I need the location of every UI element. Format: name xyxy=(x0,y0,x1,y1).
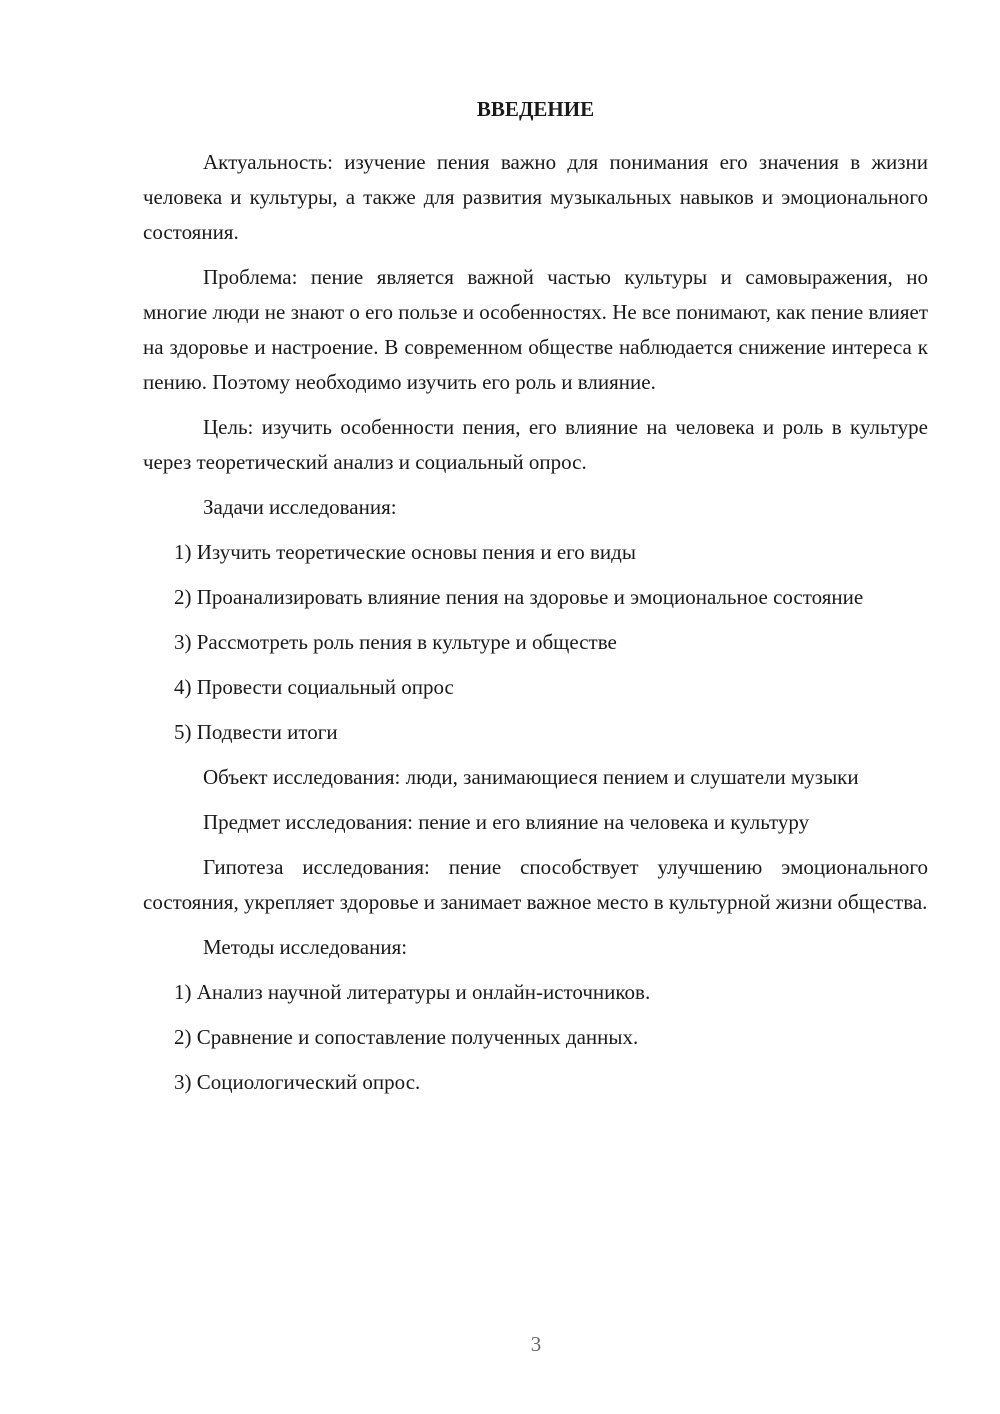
task-item: 5) Подвести итоги xyxy=(174,720,338,744)
task-item: 4) Провести социальный опрос xyxy=(174,675,454,699)
hypothesis-paragraph: Гипотеза исследования: пение способствует улучшению эмоционального состояния, укрепляет здоровье и занимает важное место в культурной жизни общества. xyxy=(143,855,928,914)
tasks-heading: Задачи исследования: xyxy=(203,495,397,519)
section-title: ВВЕДЕНИЕ xyxy=(476,97,595,121)
task-item: 2) Проанализировать влияние пения на здоровье и эмоциональное состояние xyxy=(174,585,864,609)
method-item: 1) Анализ научной литературы и онлайн-источников. xyxy=(174,980,651,1004)
object-paragraph: Объект исследования: люди, занимающиеся пением и слушатели музыки xyxy=(203,765,859,789)
relevance-paragraph: Актуальность: изучение пения важно для понимания его значения в жизни человека и культуры, а также для развития музыкальных навыков и эмоционального состояния. xyxy=(143,150,928,244)
goal-paragraph: Цель: изучить особенности пения, его влияние на человека и роль в культуре через теоретический анализ и социальный опрос. xyxy=(143,415,928,474)
method-item: 3) Социологический опрос. xyxy=(174,1070,421,1094)
problem-paragraph: Проблема: пение является важной частью культуры и самовыражения, но многие люди не знают о его пользе и особенностях. Не все понимают, как пение влияет на здоровье и настроение. В современном обществе наблюдается снижение интереса к пению. Поэтому необходимо изучить его роль и влияние. xyxy=(143,265,928,394)
page-number: 3 xyxy=(530,1332,542,1356)
methods-heading: Методы исследования: xyxy=(203,935,408,959)
document-page xyxy=(143,92,928,1110)
method-item: 2) Сравнение и сопоставление полученных данных. xyxy=(174,1025,639,1049)
task-item: 1) Изучить теоретические основы пения и его виды xyxy=(174,540,636,564)
subject-paragraph: Предмет исследования: пение и его влияние на человека и культуру xyxy=(203,810,810,834)
task-item: 3) Рассмотреть роль пения в культуре и обществе xyxy=(174,630,617,654)
